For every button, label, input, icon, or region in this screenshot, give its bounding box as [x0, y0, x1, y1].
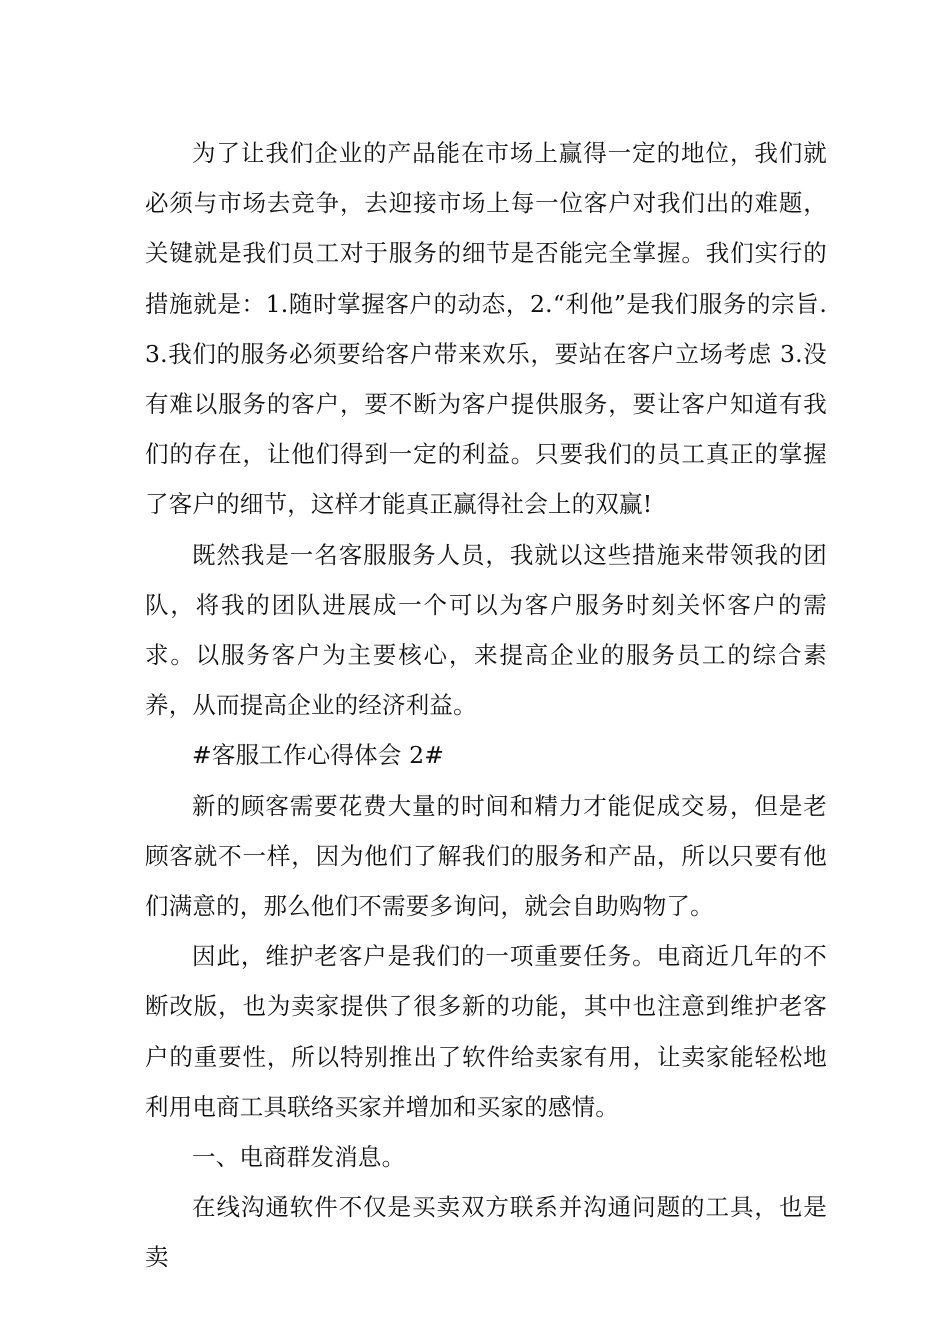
paragraph-service-measures: 为了让我们企业的产品能在市场上赢得一定的地位，我们就必须与市场去竞争，去迎接市场上每一位客户对我们出的难题，关键就是我们员工对于服务的细节是否能完全掌握。我们实行的措施就是：1.随时掌握客户的动态，2.“利他”是我们服务的宗旨.3.我们的服务必须要给客户带来欢乐，要站在客户立场考虑 3.没有难以服务的客户，要不断为客户提供服务，要让客户知道有我们的存在，让他们得到一定的利益。只要我们的员工真正的掌握了客户的细节，这样才能真正赢得社会上的双赢! — [145, 139, 827, 519]
paragraph-old-customers: 新的顾客需要花费大量的时间和精力才能促成交易，但是老顾客就不一样，因为他们了解我们的服务和产品，所以只要有他们满意的，那么他们不需要多询问，就会自助购物了。 — [145, 791, 827, 921]
subheading-group-message: 一、电商群发消息。 — [192, 1143, 406, 1172]
paragraph-team-leadership: 既然我是一名客服服务人员，我就以这些措施来带领我的团队，将我的团队进展成一个可以为客户服务时刻关怀客户的需求。以服务客户为主要核心，来提高企业的服务员工的综合素养，从而提高企业的经济利益。 — [145, 540, 827, 720]
paragraph-maintain-customers: 因此，维护老客户是我们的一项重要任务。电商近几年的不断改版，也为卖家提供了很多新的功能，其中也注意到维护老客户的重要性，所以特别推出了软件给卖家有用，让卖家能轻松地利用电商工具联络买家并增加和买家的感情。 — [145, 942, 827, 1121]
section-heading-experience-2: #客服工作心得体会 2# — [192, 741, 445, 770]
document-body — [145, 128, 827, 1283]
paragraph-online-communication: 在线沟通软件不仅是买卖双方联系并沟通问题的工具，也是卖 — [145, 1193, 827, 1272]
